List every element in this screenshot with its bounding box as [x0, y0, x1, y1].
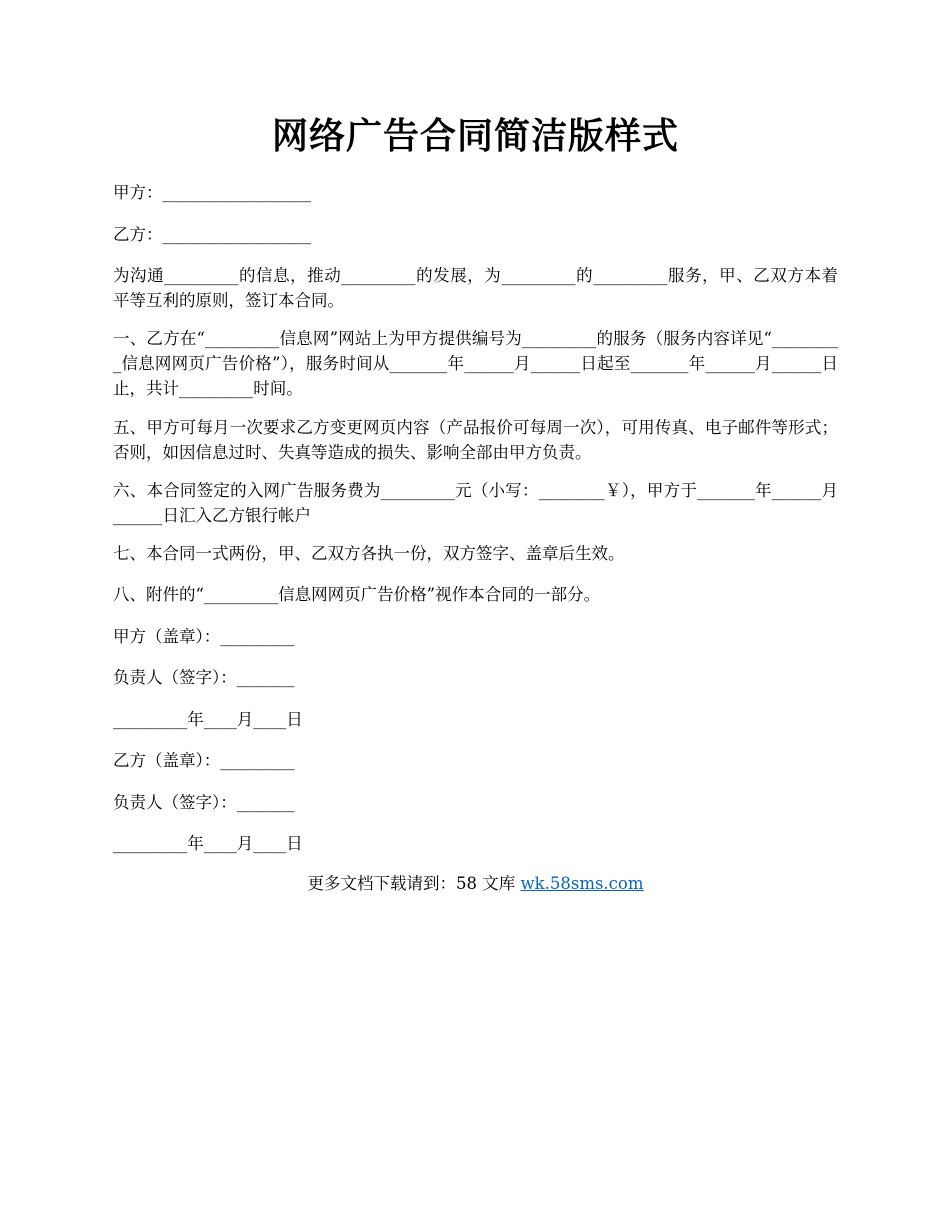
download-footer	[113, 871, 838, 896]
document-title: 网络广告合同简洁版样式	[271, 115, 679, 157]
clause-1-paragraph: 一、乙方在“_________信息网”网站上为甲方提供编号为_________的服务（服务内容详见“_________信息网网页广告价格”），服务时间从_______年______月______日起至_______年______月______日止，共计_________时间。	[113, 329, 838, 398]
footer-link[interactable]: wk.58sms.com	[520, 874, 644, 893]
party-a-line: 甲方：__________________	[113, 183, 311, 202]
clause-6-paragraph: 六、本合同签定的入网广告服务费为_________元（小写：________￥），甲方于_______年______月______日汇入乙方银行帐户	[113, 481, 838, 525]
clause-8-paragraph: 八、附件的“_________信息网网页广告价格”视作本合同的一部分。	[113, 585, 601, 604]
clause-5-paragraph: 五、甲方可每月一次要求乙方变更网页内容（产品报价可每周一次），可用传真、电子邮件等形式；否则，如因信息过时、失真等造成的损失、影响全部由甲方负责。	[113, 418, 838, 462]
party-a-seal-line: 甲方（盖章）：_________	[113, 627, 295, 646]
intro-paragraph: 为沟通_________的信息，推动_________的发展，为_________的_________服务，甲、乙双方本着平等互利的原则，签订本合同。	[113, 266, 838, 310]
clause-7-paragraph: 七、本合同一式两份，甲、乙双方各执一份，双方签字、盖章后生效。	[113, 544, 625, 563]
party-a-date-line: _________年____月____日	[113, 710, 303, 729]
party-b-line: 乙方：__________________	[113, 225, 311, 244]
party-b-signatory-line: 负责人（签字）：_______	[113, 793, 295, 812]
footer-text: 更多文档下载请到：58 文库	[307, 874, 521, 893]
party-b-date-line: _________年____月____日	[113, 834, 303, 853]
party-b-seal-line: 乙方（盖章）：_________	[113, 751, 295, 770]
party-a-signatory-line: 负责人（签字）：_______	[113, 668, 295, 687]
